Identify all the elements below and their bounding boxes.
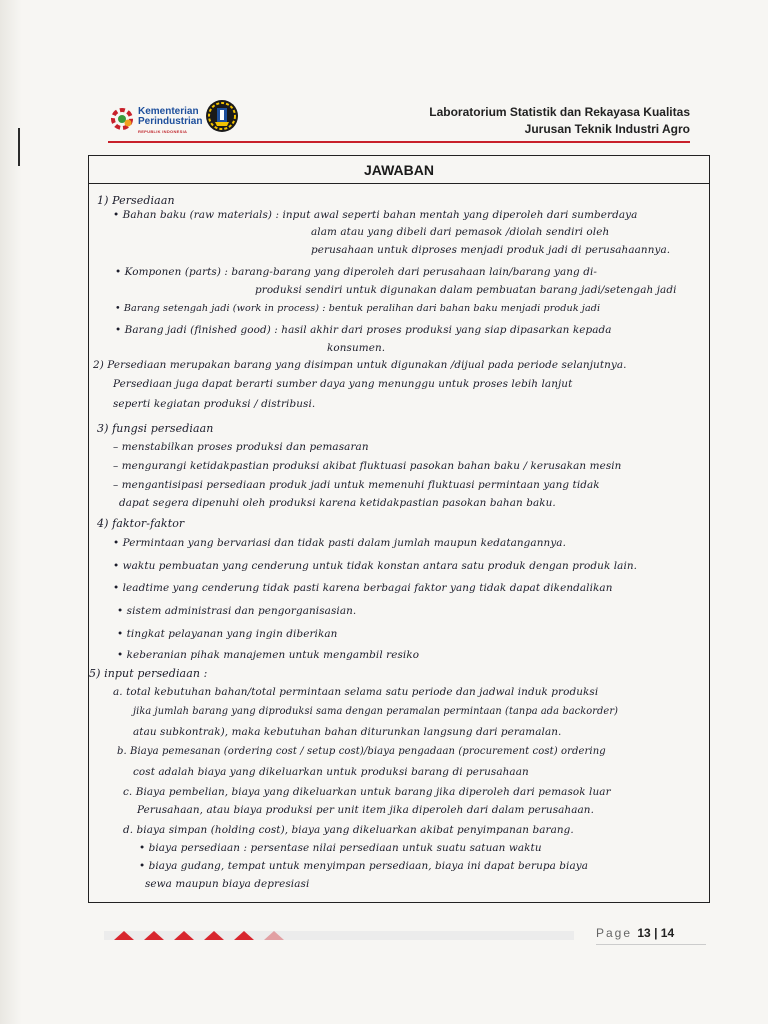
answer-line: alam atau yang dibeli dari pemasok /diolah sendiri oleh <box>311 226 610 238</box>
answer-line: Persediaan juga dapat berarti sumber daya yang menunggu untuk proses lebih lanjut <box>113 378 573 390</box>
answer-line: • biaya persediaan : persentase nilai persediaan untuk suatu satuan waktu <box>139 842 542 854</box>
ministry-line2: Perindustrian <box>138 116 203 127</box>
answer-line: atau subkontrak), maka kebutuhan bahan diturunkan langsung dari peramalan. <box>133 726 562 738</box>
answer-line: produksi sendiri untuk digunakan dalam pembuatan barang jadi/setengah jadi <box>255 284 677 296</box>
answer-box <box>88 155 710 903</box>
answer-line: 2) Persediaan merupakan barang yang disimpan untuk digunakan /dijual pada periode selanjutnya. <box>93 359 627 371</box>
lab-title-line2: Jurusan Teknik Industri Agro <box>524 122 690 136</box>
header-divider <box>108 141 690 143</box>
answer-line: – mengurangi ketidakpastian produksi akibat fluktuasi pasokan bahan baku / kerusakan mesin <box>113 460 622 472</box>
answer-line: d. biaya simpan (holding cost), biaya yang dikeluarkan akibat penyimpanan barang. <box>123 824 574 836</box>
answer-title-divider <box>89 183 709 184</box>
answer-line: c. Biaya pembelian, biaya yang dikeluarkan untuk barang jika diperoleh dari pemasok luar <box>123 786 611 798</box>
answer-line: 5) input persediaan : <box>89 667 208 680</box>
institution-seal-icon <box>204 98 240 134</box>
ministry-line3: REPUBLIK INDONESIA <box>138 129 188 134</box>
document-header <box>108 98 690 144</box>
lab-title-line1: Laboratorium Statistik dan Rekayasa Kualitas <box>429 105 690 119</box>
answer-line: – menstabilkan proses produksi dan pemasaran <box>113 441 369 453</box>
gear-logo-icon <box>108 106 136 132</box>
answer-line: • leadtime yang cenderung tidak pasti karena berbagai faktor yang tidak dapat dikendalikan <box>113 582 613 594</box>
kemenperin-logo <box>108 104 203 134</box>
answer-line: • Permintaan yang bervariasi dan tidak pasti dalam jumlah maupun kedatangannya. <box>113 537 566 549</box>
answer-line: cost adalah biaya yang dikeluarkan untuk produksi barang di perusahaan <box>133 766 529 778</box>
page-edge-mark <box>18 128 20 166</box>
answer-title: JAWABAN <box>363 162 434 178</box>
answer-line: b. Biaya pemesanan (ordering cost / setup cost)/biaya pengadaan (procurement cost) ordering <box>117 746 606 757</box>
answer-line: • Barang setengah jadi (work in process) : bentuk peralihan dari bahan baku menjadi produk jadi <box>115 303 601 314</box>
lab-title <box>429 104 690 138</box>
answer-line: 3) fungsi persediaan <box>97 422 214 435</box>
answer-line: • sistem administrasi dan pengorganisasian. <box>117 605 357 617</box>
answer-line: a. total kebutuhan bahan/total permintaan selama satu periode dan jadwal induk produksi <box>113 686 599 698</box>
answer-line: – mengantisipasi persediaan produk jadi untuk memenuhi fluktuasi permintaan yang tidak <box>113 479 600 491</box>
page-label: Page <box>596 926 633 940</box>
answer-line: 4) faktor-faktor <box>97 517 185 530</box>
page-current: 13 <box>637 926 651 940</box>
footer-divider <box>596 944 706 945</box>
page-total: 14 <box>660 926 675 940</box>
page-number: Page 13 | 14 <box>596 926 675 940</box>
answer-line: Perusahaan, atau biaya produksi per unit item jika diperoleh dari dalam perusahaan. <box>137 804 594 816</box>
footer-decorative-bar <box>104 928 574 942</box>
answer-line: • Barang jadi (finished good) : hasil akhir dari proses produksi yang siap dipasarkan kepada <box>115 324 612 336</box>
answer-line: • waktu pembuatan yang cenderung untuk tidak konstan antara satu produk dengan produk lain. <box>113 560 638 572</box>
answer-line: • biaya gudang, tempat untuk menyimpan persediaan, biaya ini dapat berupa biaya <box>139 860 589 872</box>
answer-line: konsumen. <box>327 342 386 354</box>
answer-line: • tingkat pelayanan yang ingin diberikan <box>117 628 338 640</box>
answer-line: • Bahan baku (raw materials) : input awal seperti bahan mentah yang diperoleh dari sumberdaya <box>113 209 638 221</box>
answer-line: 1) Persediaan <box>97 194 175 207</box>
answer-line: sewa maupun biaya depresiasi <box>145 878 310 890</box>
ministry-line1: Kementerian <box>138 106 199 117</box>
answer-line: dapat segera dipenuhi oleh produksi karena ketidakpastian pasokan bahan baku. <box>119 497 556 509</box>
answer-line: perusahaan untuk diproses menjadi produk jadi di perusahaannya. <box>311 244 671 256</box>
answer-line: jika jumlah barang yang diproduksi sama dengan peramalan permintaan (tanpa ada backorder) <box>133 706 619 717</box>
answer-line: seperti kegiatan produksi / distribusi. <box>113 398 316 410</box>
answer-line: • Komponen (parts) : barang-barang yang diperoleh dari perusahaan lain/barang yang di- <box>115 266 597 278</box>
answer-line: • keberanian pihak manajemen untuk mengambil resiko <box>117 649 420 661</box>
